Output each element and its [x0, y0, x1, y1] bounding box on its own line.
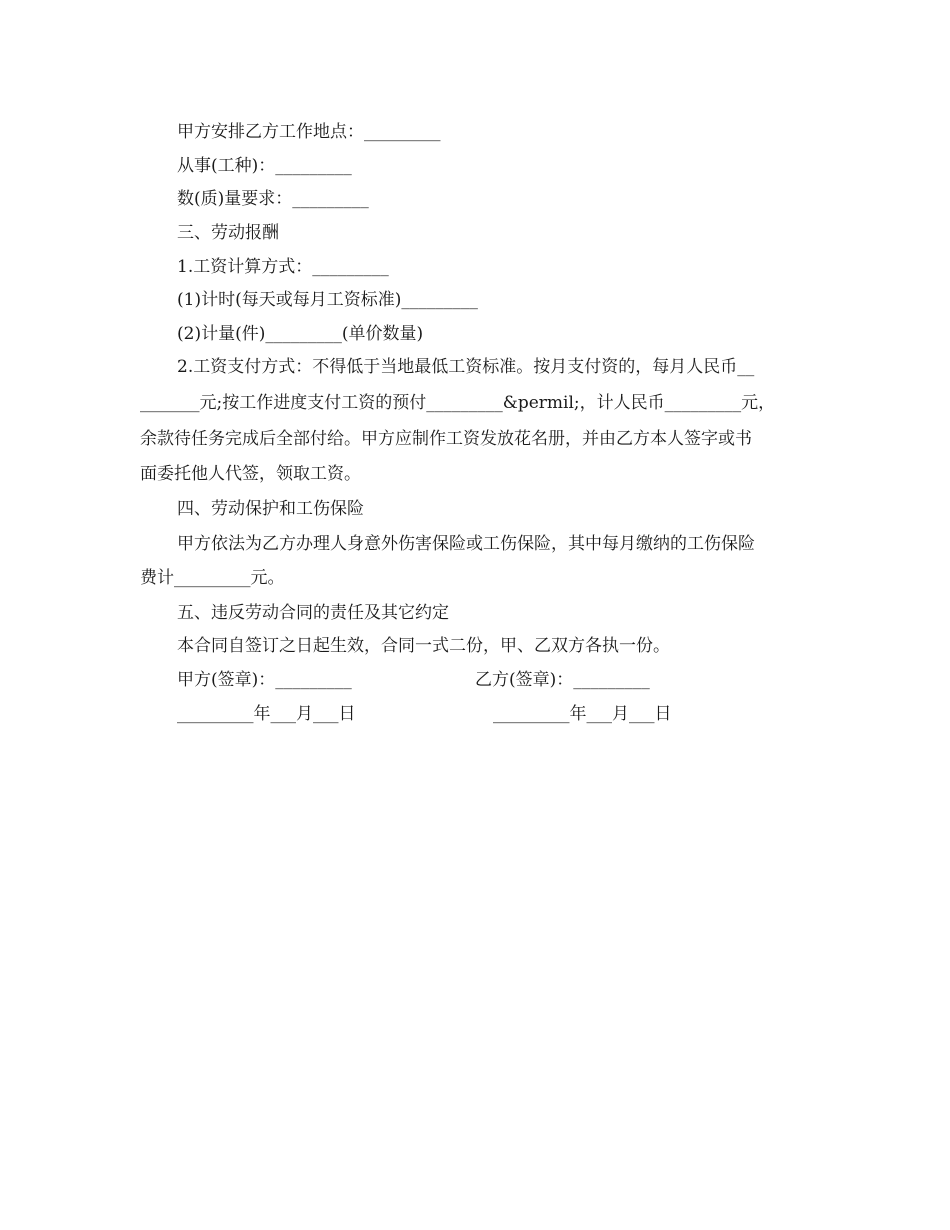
party-b-signature: 乙方(签章)：_________ [475, 670, 650, 690]
insurance-paragraph-line-1: 甲方依法为乙方办理人身意外伤害保险或工伤保险，其中每月缴纳的工伤保险 [177, 534, 755, 554]
section-3-title: 三、劳动报酬 [177, 223, 279, 243]
effective-clause-line: 本合同自签订之日起生效，合同一式二份，甲、乙双方各执一份。 [177, 636, 670, 656]
payment-paragraph-line-2: _______元;按工作进度支付工资的预付_________&permil;，计人民币_________元， [140, 393, 776, 413]
party-b-date: _________年___月___日 [493, 704, 672, 724]
insurance-paragraph-line-2: 费计_________元。 [140, 568, 285, 588]
section-5-title: 五、违反劳动合同的责任及其它约定 [177, 603, 449, 623]
job-type-line: 从事(工种)：_________ [177, 156, 352, 176]
party-a-date: _________年___月___日 [177, 704, 356, 724]
section-4-title: 四、劳动保护和工伤保险 [177, 499, 364, 519]
work-location-line: 甲方安排乙方工作地点：_________ [177, 122, 441, 142]
wage-calc-method-line: 1.工资计算方式：_________ [177, 257, 389, 277]
piece-wage-line: (2)计量(件)_________(单价数量) [177, 324, 424, 344]
hourly-wage-line: (1)计时(每天或每月工资标准)_________ [177, 290, 478, 310]
party-a-signature: 甲方(签章)：_________ [177, 670, 352, 690]
quality-requirement-line: 数(质)量要求：_________ [177, 189, 369, 209]
payment-paragraph-line-3: 余款待任务完成后全部付给。甲方应制作工资发放花名册，并由乙方本人签字或书 [140, 429, 752, 449]
payment-paragraph-line-4: 面委托他人代签，领取工资。 [140, 464, 361, 484]
payment-paragraph-line-1: 2.工资支付方式：不得低于当地最低工资标准。按月支付资的，每月人民币__ [177, 357, 755, 377]
